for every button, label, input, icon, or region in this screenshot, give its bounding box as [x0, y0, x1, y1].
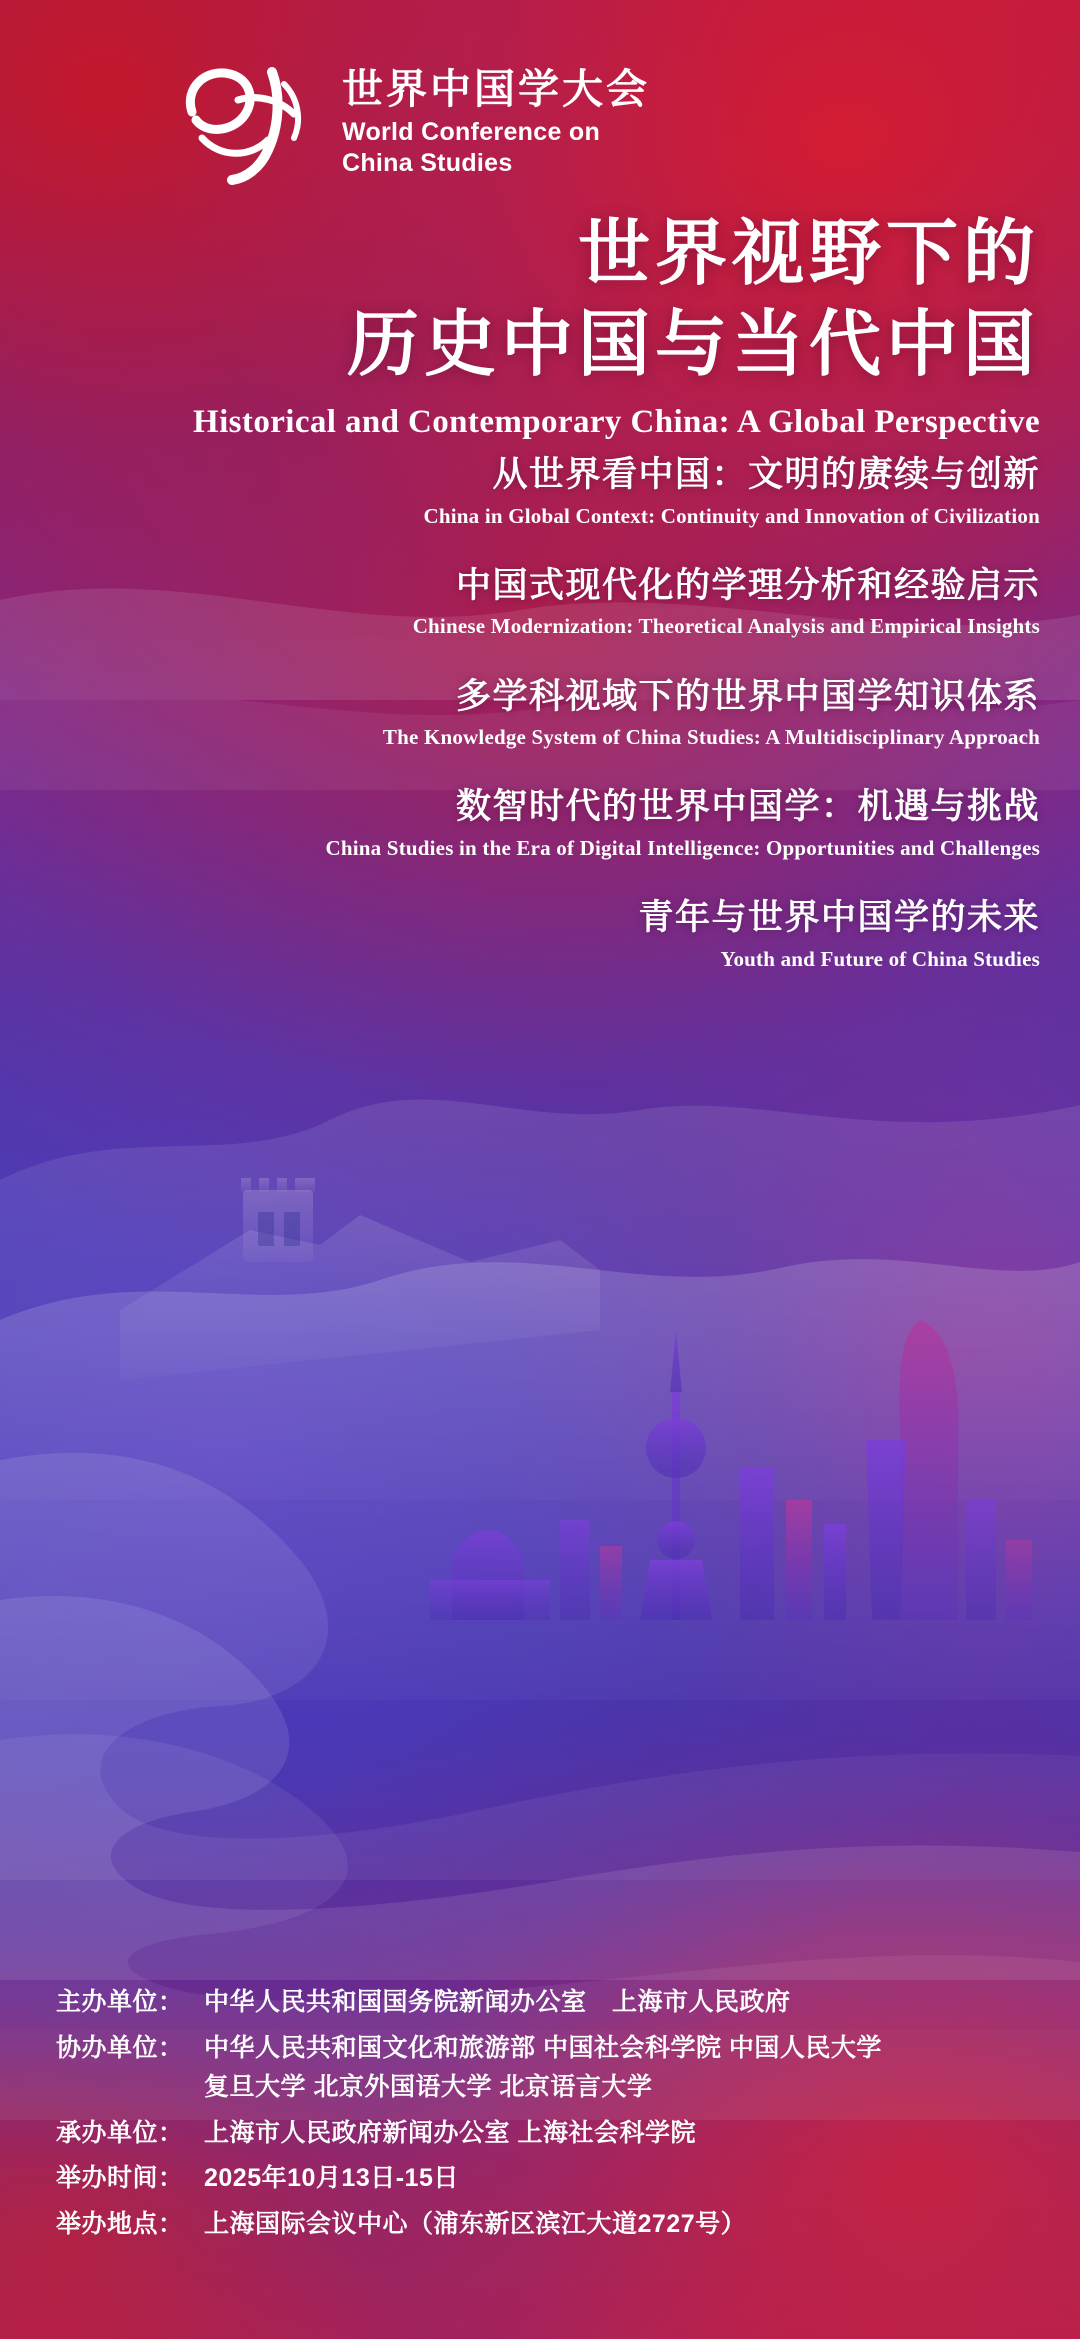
logo-title-en-line1: World Conference on	[342, 118, 601, 147]
topic-item	[0, 452, 1040, 529]
topic-en: Youth and Future of China Studies	[720, 946, 1040, 971]
hill-silhouette-far	[0, 1100, 1080, 1500]
topic-cn: 中国式现代化的学理分析和经验启示	[455, 565, 1040, 605]
topic-en: China Studies in the Era of Digital Intelligence: Opportunities and Challenges	[325, 835, 1040, 860]
topic-item	[0, 895, 1040, 972]
main-title-en: Historical and Contemporary China: A Global Perspective	[193, 403, 1040, 440]
info-row-venue	[56, 2207, 1016, 2243]
info-row-date	[56, 2161, 1016, 2197]
host-value: 上海市人民政府新闻办公室 上海社会科学院	[204, 2118, 696, 2147]
main-title-cn-line2: 历史中国与当代中国	[346, 304, 1040, 385]
topic-cn: 青年与世界中国学的未来	[638, 898, 1040, 937]
main-title	[0, 212, 1080, 441]
topic-list	[0, 452, 1080, 972]
event-info-block	[56, 1985, 1016, 2252]
oriental-pearl-tower	[640, 1330, 712, 1620]
river-ribbon-1	[0, 1453, 1080, 1880]
venue-label: 举办地点：	[56, 2209, 184, 2238]
topic-item	[0, 674, 1040, 751]
topic-cn: 从世界看中国：文明的赓续与创新	[492, 455, 1040, 494]
organizer-label: 主办单位：	[56, 1988, 184, 2016]
info-row-organizer	[56, 1985, 1016, 2021]
topic-en: The Knowledge System of China Studies: A Multidisciplinary Approach	[382, 725, 1040, 749]
topic-en: China in Global Context: Continuity and Innovation of Civilization	[423, 503, 1040, 528]
conference-logo	[176, 52, 916, 192]
river-ribbon-2	[0, 1596, 1080, 1980]
topic-item	[0, 563, 1040, 640]
organizer-value: 中华人民共和国国务院新闻办公室 上海市人民政府	[204, 1988, 791, 2016]
topic-item	[0, 784, 1040, 861]
venue-value: 上海国际会议中心（浦东新区滨江大道2727号）	[204, 2209, 747, 2238]
great-wall-silhouette	[120, 1178, 600, 1380]
logo-title-en-line2: China Studies	[342, 148, 513, 177]
topic-cn: 数智时代的世界中国学：机遇与挑战	[455, 787, 1040, 827]
info-row-co-organizer	[56, 2031, 1016, 2106]
co-organizer-value-line2: 复旦大学 北京外国语大学 北京语言大学	[204, 2073, 653, 2101]
logo-title-cn: 世界中国学大会	[342, 65, 650, 112]
shanghai-skyline	[430, 1320, 1032, 1620]
date-value: 2025年10月13日-15日	[204, 2164, 459, 2192]
topic-en: Chinese Modernization: Theoretical Analysis and Empirical Insights	[412, 614, 1040, 639]
co-organizer-value-line1: 中华人民共和国文化和旅游部 中国社会科学院 中国人民大学	[204, 2033, 882, 2062]
co-organizer-label: 协办单位：	[56, 2033, 184, 2062]
date-label: 举办时间：	[56, 2164, 184, 2192]
main-title-cn-line1: 世界视野下的	[577, 214, 1040, 294]
info-row-host	[56, 2116, 1016, 2152]
topic-cn: 多学科视域下的世界中国学知识体系	[455, 676, 1040, 716]
host-label: 承办单位：	[56, 2118, 184, 2147]
conference-emblem-icon	[176, 54, 316, 190]
hill-silhouette-near	[0, 1259, 1080, 1700]
